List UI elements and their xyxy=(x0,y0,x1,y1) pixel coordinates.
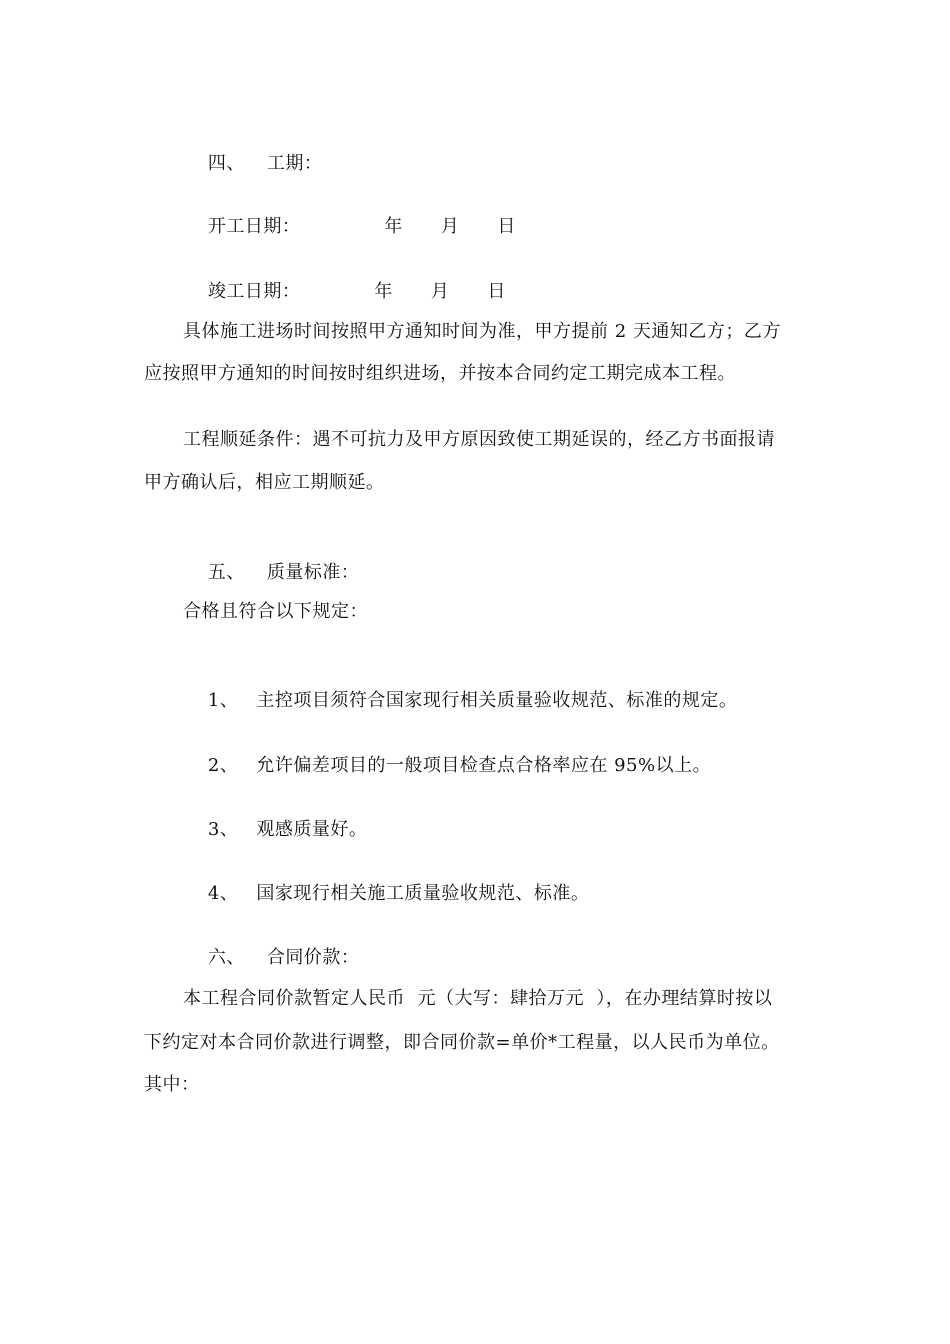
section-5-heading xyxy=(183,537,359,609)
end-date-line xyxy=(183,256,506,328)
start-date-line xyxy=(183,191,516,263)
list-item-text: 观感质量好。 xyxy=(256,819,368,840)
end-day: 日 xyxy=(487,281,506,302)
list-item-number: 2、 xyxy=(207,755,239,776)
section-4-title: 工期： xyxy=(266,153,323,174)
list-item xyxy=(183,665,737,737)
section-4-number: 四、 xyxy=(207,153,245,174)
list-item-text: 国家现行相关施工质量验收规范、标准。 xyxy=(256,883,590,904)
start-year: 年 xyxy=(384,216,403,237)
extension-paragraph-line-1: 工程顺延条件：遇不可抗力及甲方原因致使工期延误的，经乙方书面报请 xyxy=(183,429,775,450)
schedule-paragraph-line-1: 具体施工进场时间按照甲方通知时间为准，甲方提前 2 天通知乙方；乙方 xyxy=(183,321,781,342)
end-year: 年 xyxy=(374,281,393,302)
list-item-number: 3、 xyxy=(207,819,239,840)
section-4-heading xyxy=(183,128,322,200)
list-item-text: 主控项目须符合国家现行相关质量验收规范、标准的规定。 xyxy=(256,690,738,711)
list-item-text: 允许偏差项目的一般项目检查点合格率应在 95%以上。 xyxy=(256,755,712,776)
start-date-label: 开工日期： xyxy=(207,216,301,237)
list-item xyxy=(183,794,367,866)
list-item xyxy=(183,858,589,930)
extension-paragraph-line-2: 甲方确认后，相应工期顺延。 xyxy=(144,472,385,493)
section-5-title: 质量标准： xyxy=(266,562,360,583)
list-item-number: 4、 xyxy=(207,883,239,904)
end-month: 月 xyxy=(430,281,450,302)
start-month: 月 xyxy=(440,216,460,237)
quality-intro: 合格且符合以下规定： xyxy=(183,601,368,622)
price-paragraph-line-2: 下约定对本合同价款进行调整，即合同价款=单价*工程量，以人民币为单位。 xyxy=(144,1032,780,1053)
list-item xyxy=(183,730,711,802)
section-5-number: 五、 xyxy=(207,562,245,583)
price-paragraph-line-3: 其中： xyxy=(144,1074,200,1095)
list-item-number: 1、 xyxy=(207,690,239,711)
section-6-title: 合同价款： xyxy=(266,947,360,968)
section-6-number: 六、 xyxy=(207,947,245,968)
schedule-paragraph-line-2: 应按照甲方通知的时间按时组织进场，并按本合同约定工期完成本工程。 xyxy=(144,363,736,384)
start-day: 日 xyxy=(497,216,516,237)
end-date-label: 竣工日期： xyxy=(207,281,301,302)
price-paragraph-line-1: 本工程合同价款暂定人民币 元（大写：肆拾万元 ），在办理结算时按以 xyxy=(183,988,773,1009)
section-6-heading xyxy=(183,922,359,994)
